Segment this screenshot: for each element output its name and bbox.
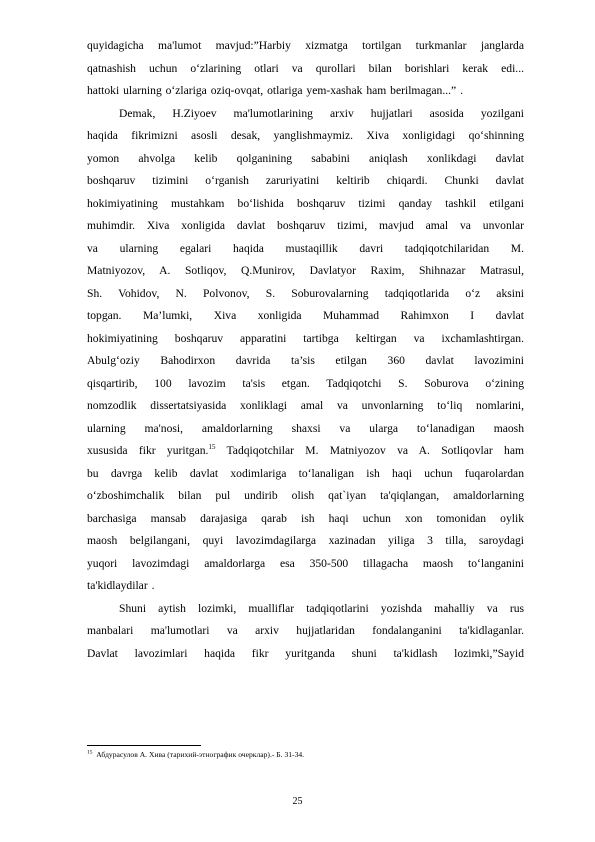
text-line: qisqartirib, 100 lavozim ta'sis etgan. Tadqiqotchi S. Soburova o‘zining bbox=[87, 376, 524, 390]
text-line: ta'kidlaydilar . bbox=[87, 579, 155, 592]
text-line-with-footnote bbox=[87, 440, 524, 463]
footnote-reference: 15 bbox=[208, 443, 216, 452]
text-line: muhimdir. Xiva xonligida davlat boshqaruv tizimi, mavjud amal va unvonlar bbox=[87, 219, 524, 232]
text-line: bu davrga kelib davlat xodimlariga to‘lanaligan ish haqi uchun fuqarolardan bbox=[87, 466, 524, 480]
page-number: 25 bbox=[292, 796, 303, 807]
text-segment: Tadqiqotchilar M. Matniyozov va A. Sotliqovlar ham bbox=[226, 444, 524, 457]
text-line: barchasiga mansab darajasiga qarab ish haqi uchun xon tomonidan oylik bbox=[87, 511, 524, 525]
text-line: hattoki ularning o‘zlariga oziq-ovqat, otlariga yem-xashak ham berilmagan...” . bbox=[87, 84, 463, 97]
text-line: o‘zboshimchalik bilan pul undirib olish qat`iyan ta'qiqlangan, amaldorlarning bbox=[87, 489, 524, 502]
footnote-text: Абдурасулов А. Хива (тарихий-этнографик очерклар).- Б. 31-34. bbox=[96, 750, 305, 759]
text-line: haqida fikrimizni asosli desak, yanglishmaymiz. Xiva xonligidagi qo‘shinning bbox=[87, 129, 524, 142]
text-line: topgan. Ma’lumki, Xiva xonligida Muhammad Rahimxon I davlat bbox=[87, 309, 524, 322]
text-line: hokimiyatining boshqaruv apparatini tartibga keltirgan va ixchamlashtirgan. bbox=[87, 331, 524, 345]
text-line: manbalari ma'lumotlari va arxiv hujjatlaridan fondalanganini ta'kidlaganlar. bbox=[87, 624, 524, 637]
text-line: Demak, H.Ziyoev ma'lumotlarining arxiv hujjatlari asosida yozilgani bbox=[119, 106, 524, 120]
text-line: Davlat lavozimlari haqida fikr yuritganda shuni ta'kidlash lozimki,”Sayid bbox=[87, 646, 524, 660]
text-line: Sh. Vohidov, N. Polvonov, S. Soburovalarning tadqiqotlarida o‘z aksini bbox=[87, 286, 524, 300]
text-line: Matniyozov, A. Sotliqov, Q.Munirov, Davlatyor Raxim, Shihnazar Matrasul, bbox=[87, 264, 524, 277]
text-line: yuqori lavozimdagi amaldorlarga esa 350-500 tillagacha maosh to‘langanini bbox=[87, 556, 524, 570]
text-line: yomon ahvolga kelib qolganining sababini aniqlash xonlikdagi davlat bbox=[87, 151, 524, 165]
text-line: quyidagicha ma'lumot mavjud:”Harbiy xizmatga tortilgan turkmanlar janglarda bbox=[87, 39, 524, 52]
text-line: maosh belgilangani, quyi lavozimdagilarga xazinadan yiliga 3 tilla, saroydagi bbox=[87, 534, 524, 547]
text-line: nomzodlik dissertatsiyasida xonliklagi amal va unvonlarning to‘liq nomlarini, bbox=[87, 399, 524, 412]
text-segment: xususida fikr yuritgan. bbox=[87, 444, 209, 457]
text-line: va ularning egalari haqida mustaqillik davri tadqiqotchilaridan M. bbox=[87, 241, 524, 255]
text-line: qatnashish uchun o‘zlarining otlari va qurollari bilan borishlari kerak edi... bbox=[87, 61, 524, 75]
text-line: boshqaruv tizimini o‘rganish zaruriyatini keltirib chiqardi. Chunki davlat bbox=[87, 174, 524, 187]
text-line: Abulg‘oziy Bahodirxon davrida ta’sis etilgan 360 davlat lavozimini bbox=[87, 354, 524, 367]
footnote-divider bbox=[87, 745, 201, 746]
footnote-number: 15 bbox=[87, 749, 93, 756]
body-text bbox=[87, 35, 524, 665]
text-line: hokimiyatining mustahkam bo‘lishida boshqaruv tizimi qanday tashkil etilgani bbox=[87, 196, 524, 210]
text-line: ularning ma'nosi, amaldorlarning shaxsi va ularga to‘lanadigan maosh bbox=[87, 421, 524, 435]
text-line: Shuni aytish lozimki, mualliflar tadqiqotlarini yozishda mahalliy va rus bbox=[119, 601, 524, 615]
footnote bbox=[87, 750, 304, 759]
